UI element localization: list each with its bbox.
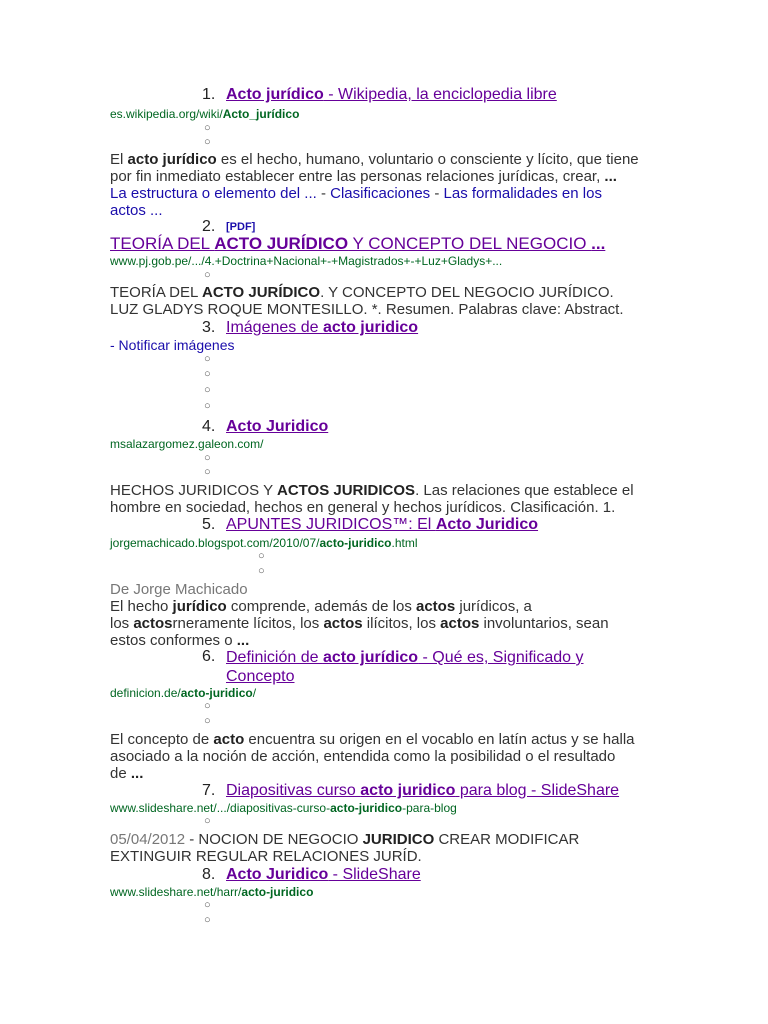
result-7-snippet: 05/04/2012 - NOCION DE NEGOCIO JURIDICO CREAR MODIFICAR EXTINGUIR REGULAR RELACIONES JURÍD.: [110, 831, 580, 865]
result-8-title-link[interactable]: Acto Juridico - SlideShare: [226, 866, 421, 883]
bullet-circle: ○: [204, 466, 211, 478]
bullet-circle: ○: [204, 384, 211, 396]
result-7-title-link[interactable]: Diapositivas curso acto juridico para blog - SlideShare: [226, 782, 620, 799]
bullet-circle: ○: [204, 400, 211, 412]
bullet-circle: ○: [204, 452, 211, 464]
title-keyword: Acto jurídico: [226, 86, 324, 103]
result-6-url: definicion.de/acto-juridico/: [110, 686, 257, 700]
bullet-circle: ○: [204, 368, 211, 380]
result-number: 1.: [202, 86, 216, 103]
result-number: 3.: [202, 319, 216, 336]
result-2-url: www.pj.gob.pe/.../4.+Doctrina+Nacional+-+Magistrados+-+Luz+Gladys+...: [110, 254, 503, 268]
result-6-title-link[interactable]: Definición de acto jurídico - Qué es, Significado y Concepto: [226, 649, 584, 685]
result-5-url: jorgemachicado.blogspot.com/2010/07/acto-juridico.html: [110, 536, 418, 550]
bullet-circle: ○: [258, 550, 265, 562]
sitelink-formalidades-cont[interactable]: actos ...: [110, 202, 163, 219]
result-6-snippet: El concepto de acto encuentra su origen en el vocablo en latín actus y se halla asociado a la noción de acción, entendida como la posibilidad o el resultado de ...: [110, 731, 635, 782]
bullet-circle: ○: [204, 269, 211, 281]
result-2-title-link[interactable]: TEORÍA DEL ACTO JURÍDICO Y CONCEPTO DEL NEGOCIO ...: [110, 234, 606, 253]
bullet-circle: ○: [204, 122, 211, 134]
sitelink-formalidades[interactable]: Las formalidades en los: [443, 185, 602, 202]
pdf-badge: [PDF]: [226, 221, 256, 233]
result-5-snippet: El hecho jurídico comprende, además de los actos jurídicos, a los actosrneramente lícitos, los actos ilícitos, los actos involuntarios, sean estos conformes o ...: [110, 598, 609, 649]
result-8-url: www.slideshare.net/harr/acto-juridico: [110, 885, 314, 899]
result-1-title-link[interactable]: [226, 86, 557, 104]
result-number: 2.: [202, 218, 216, 235]
result-2-snippet: TEORÍA DEL ACTO JURÍDICO. Y CONCEPTO DEL NEGOCIO JURÍDICO. LUZ GLADYS ROQUE MONTESILLO. *. Resumen. Palabras clave: Abstract.: [110, 284, 624, 318]
bullet-circle: ○: [204, 899, 211, 911]
result-1-snippet: El acto jurídico es el hecho, humano, voluntario o consciente y lícito, que tiene por fin inmediato establecer entre las personas relaciones jurídicas, crear, ... La estructura o elemento del ... - Clasificaciones - Las formalidades en los actos ...: [110, 151, 639, 219]
result-1-url: es.wikipedia.org/wiki/Acto_jurídico: [110, 107, 300, 121]
bullet-circle: ○: [204, 700, 211, 712]
result-4-title-link[interactable]: Acto Juridico: [226, 418, 329, 435]
result-7-url: www.slideshare.net/.../diapositivas-curso-acto-juridico-para-blog: [110, 801, 457, 815]
sitelink-estructura[interactable]: La estructura o elemento del ...: [110, 185, 317, 202]
bullet-circle: ○: [204, 715, 211, 727]
result-number: 7.: [202, 782, 216, 799]
result-number: 5.: [202, 516, 216, 533]
result-number: 6.: [202, 648, 216, 665]
notify-images-link[interactable]: - Notificar imágenes: [110, 337, 235, 353]
sitelink-clasificaciones[interactable]: Clasificaciones: [330, 185, 431, 202]
result-5-author: De Jorge Machicado: [110, 581, 248, 598]
title-text: - Wikipedia, la enciclopedia libre: [323, 86, 557, 103]
bullet-circle: ○: [258, 565, 265, 577]
result-4-url: msalazargomez.galeon.com/: [110, 437, 264, 451]
bullet-circle: ○: [204, 815, 211, 827]
bullet-circle: ○: [204, 353, 211, 365]
result-number: 8.: [202, 866, 216, 883]
bullet-circle: ○: [204, 136, 211, 148]
bullet-circle: ○: [204, 914, 211, 926]
result-5-title-link[interactable]: APUNTES JURIDICOS™: El Acto Juridico: [226, 516, 539, 533]
result-7-date: 05/04/2012: [110, 831, 186, 848]
result-number: 4.: [202, 418, 216, 435]
result-3-title-link[interactable]: Imágenes de acto juridico: [226, 319, 419, 336]
result-4-snippet: HECHOS JURIDICOS Y ACTOS JURIDICOS. Las relaciones que establece el hombre en sociedad, hechos en general y hechos jurídicos. Clasificación. 1.: [110, 482, 634, 516]
